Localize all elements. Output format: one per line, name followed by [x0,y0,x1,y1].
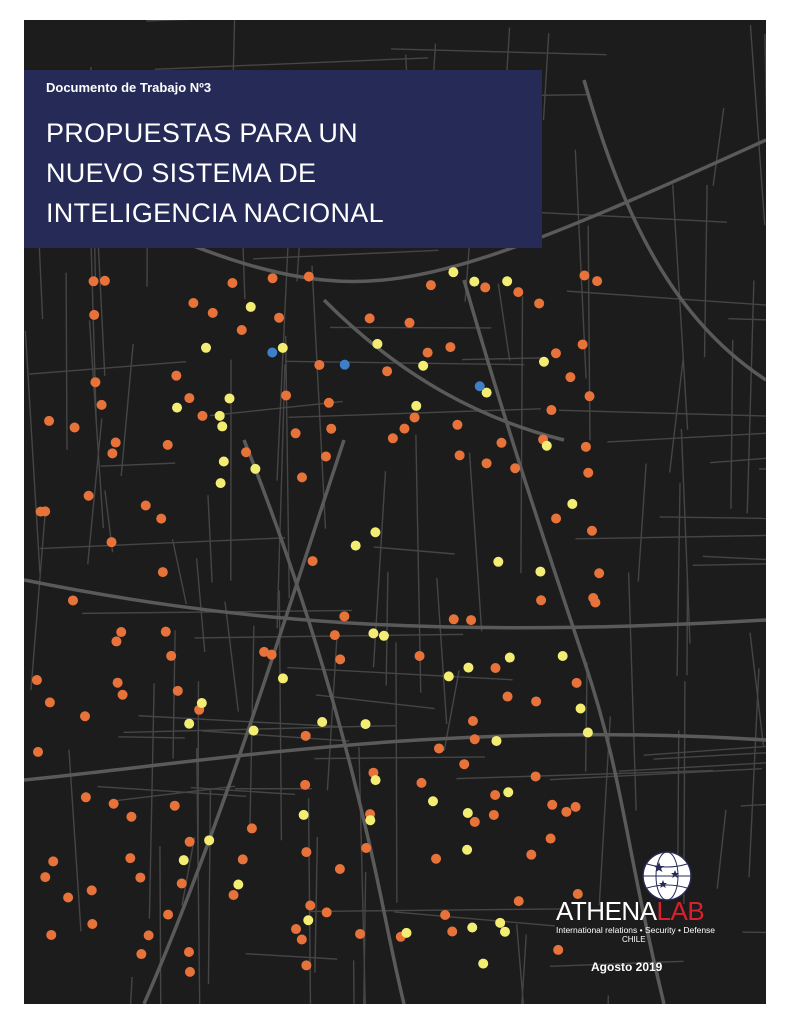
incident-dot [156,514,166,524]
incident-dot [379,631,389,641]
incident-dot [493,557,503,567]
incident-dot [215,411,225,421]
incident-dot [449,614,459,624]
incident-dot [500,927,510,937]
incident-dot [299,810,309,820]
incident-dot [480,282,490,292]
incident-dot [274,313,284,323]
incident-dot [547,800,557,810]
incident-dot [237,325,247,335]
incident-dot [44,416,54,426]
incident-dot [184,947,194,957]
incident-dot [428,796,438,806]
incident-dot [482,458,492,468]
incident-dot [339,611,349,621]
title-line-1: PROPUESTAS PARA UN [46,118,358,148]
incident-dot [592,276,602,286]
incident-dot [45,697,55,707]
incident-dot [576,703,586,713]
incident-dot [463,808,473,818]
incident-dot [208,308,218,318]
incident-dot [166,651,176,661]
incident-dot [158,567,168,577]
incident-dot [466,615,476,625]
title-box [24,70,542,248]
incident-dot [551,513,561,523]
incident-dot [219,457,229,467]
incident-dot [434,743,444,753]
incident-dot [475,381,485,391]
incident-dot [107,537,117,547]
incident-dot [259,647,269,657]
incident-dot [502,276,512,286]
incident-dot [197,698,207,708]
incident-dot [514,896,524,906]
incident-dot [583,728,593,738]
incident-dot [583,468,593,478]
incident-dot [281,390,291,400]
incident-dot [111,636,121,646]
incident-dot [553,945,563,955]
incident-dot [567,499,577,509]
incident-dot [470,817,480,827]
incident-dot [229,890,239,900]
incident-dot [535,567,545,577]
incident-dot [250,464,260,474]
incident-dot [247,823,257,833]
incident-dot [365,313,375,323]
incident-dot [33,747,43,757]
document-label: Documento de Trabajo Nº3 [46,80,212,95]
incident-dot [179,855,189,865]
incident-dot [109,799,119,809]
incident-dot [184,719,194,729]
incident-dot [84,491,94,501]
incident-dot [426,280,436,290]
title-line-3: INTELIGENCIA NACIONAL [46,198,384,228]
incident-dot [70,422,80,432]
incident-dot [268,273,278,283]
incident-dot [581,442,591,452]
incident-dot [300,780,310,790]
incident-dot [440,910,450,920]
incident-dot [291,428,301,438]
incident-dot [87,885,97,895]
incident-dot [470,734,480,744]
incident-dot [249,726,259,736]
incident-dot [361,719,371,729]
incident-dot [335,654,345,664]
incident-dot [278,343,288,353]
incident-dot [163,910,173,920]
incident-dot [111,438,121,448]
incident-dot [411,401,421,411]
publication-date: Agosto 2019 [591,960,663,974]
incident-dot [48,856,58,866]
title-line-2: NUEVO SISTEMA DE [46,158,317,188]
incident-dot [141,501,151,511]
incident-dot [490,790,500,800]
incident-dot [216,478,226,488]
incident-dot [496,438,506,448]
incident-dot [503,787,513,797]
incident-dot [89,310,99,320]
incident-dot [144,930,154,940]
incident-dot [301,847,311,857]
incident-dot [217,421,227,431]
incident-dot [536,595,546,605]
incident-dot [238,854,248,864]
incident-dot [418,361,428,371]
incident-dot [188,298,198,308]
incident-dot [578,339,588,349]
incident-dot [32,675,42,685]
incident-dot [455,450,465,460]
incident-dot [40,506,50,516]
incident-dot [405,318,415,328]
incident-dot [340,360,350,370]
incident-dot [551,348,561,358]
incident-dot [444,671,454,681]
incident-dot [372,339,382,349]
incident-dot [87,919,97,929]
incident-dot [267,347,277,357]
incident-dot [330,630,340,640]
incident-dot [416,778,426,788]
incident-dot [503,692,513,702]
incident-dot [118,690,128,700]
incident-dot [326,424,336,434]
incident-dot [445,342,455,352]
globe-logo-icon [641,850,693,902]
incident-dot [399,424,409,434]
incident-dot [304,272,314,282]
incident-dot [452,420,462,430]
incident-dot [370,527,380,537]
incident-dot [468,716,478,726]
incident-dot [136,949,146,959]
incident-dot [46,930,56,940]
incident-dot [489,810,499,820]
incident-dot [571,802,581,812]
incident-dot [335,864,345,874]
incident-dot [68,595,78,605]
incident-dot [505,653,515,663]
incident-dot [107,448,117,458]
incident-dot [177,878,187,888]
incident-dot [491,736,501,746]
brand-country: CHILE [622,935,646,944]
incident-dot [478,959,488,969]
incident-dot [125,853,135,863]
incident-dot [163,440,173,450]
incident-dot [459,759,469,769]
incident-dot [546,405,556,415]
incident-dot [368,628,378,638]
incident-dot [572,678,582,688]
incident-dot [531,771,541,781]
incident-dot [321,451,331,461]
incident-dot [410,412,420,422]
incident-dot [401,928,411,938]
incident-dot [161,627,171,637]
incident-dot [558,651,568,661]
brand-tagline: International relations • Security • Defense [556,925,716,935]
incident-dot [308,556,318,566]
incident-dot [539,357,549,367]
incident-dot [510,463,520,473]
incident-dot [185,837,195,847]
incident-dot [126,812,136,822]
incident-dot [100,276,110,286]
incident-dot [590,597,600,607]
incident-dot [297,472,307,482]
incident-dot [184,393,194,403]
incident-dot [314,360,324,370]
incident-dot [382,366,392,376]
incident-dot [423,348,433,358]
brand-suffix: LAB [656,896,705,926]
incident-dot [303,915,313,925]
incident-dot [495,918,505,928]
incident-dot [173,686,183,696]
incident-dot [322,907,332,917]
incident-dot [135,873,145,883]
incident-dot [531,696,541,706]
brand-wordmark [556,896,704,927]
incident-dot [463,663,473,673]
incident-dot [89,276,99,286]
incident-dot [63,893,73,903]
incident-dot [197,411,207,421]
incident-dot [301,960,311,970]
incident-dot [172,403,182,413]
incident-dot [113,678,123,688]
incident-dot [233,880,243,890]
incident-dot [204,835,214,845]
incident-dot [185,967,195,977]
incident-dot [594,568,604,578]
incident-dot [490,663,500,673]
incident-dot [224,393,234,403]
incident-dot [371,775,381,785]
incident-dot [585,391,595,401]
incident-dot [361,843,371,853]
incident-dot [305,900,315,910]
incident-dot [80,711,90,721]
incident-dot [462,845,472,855]
incident-dot [561,807,571,817]
incident-dot [415,651,425,661]
incident-dot [291,924,301,934]
incident-dot [351,541,361,551]
incident-dot [467,923,477,933]
incident-dot [40,872,50,882]
incident-dot [447,927,457,937]
incident-dot [365,815,375,825]
incident-dot [431,854,441,864]
incident-dot [579,271,589,281]
brand-prefix: ATHENA [556,896,657,926]
incident-dot [116,627,126,637]
incident-dot [324,398,334,408]
incident-dot [546,834,556,844]
incident-dot [227,278,237,288]
incident-dot [246,302,256,312]
incident-dot [278,673,288,683]
incident-dot [171,371,181,381]
incident-dot [526,850,536,860]
incident-dot [355,929,365,939]
incident-dot [90,377,100,387]
incident-dot [301,731,311,741]
incident-dot [513,287,523,297]
incident-dot [565,372,575,382]
incident-dot [587,526,597,536]
incident-dot [534,298,544,308]
incident-dot [448,267,458,277]
incident-dot [97,400,107,410]
incident-dot [469,277,479,287]
incident-dot [542,441,552,451]
incident-dot [297,935,307,945]
incident-dot [241,447,251,457]
incident-dot [201,343,211,353]
incident-dot [170,801,180,811]
incident-dot [317,717,327,727]
incident-dot [81,792,91,802]
incident-dot [388,433,398,443]
